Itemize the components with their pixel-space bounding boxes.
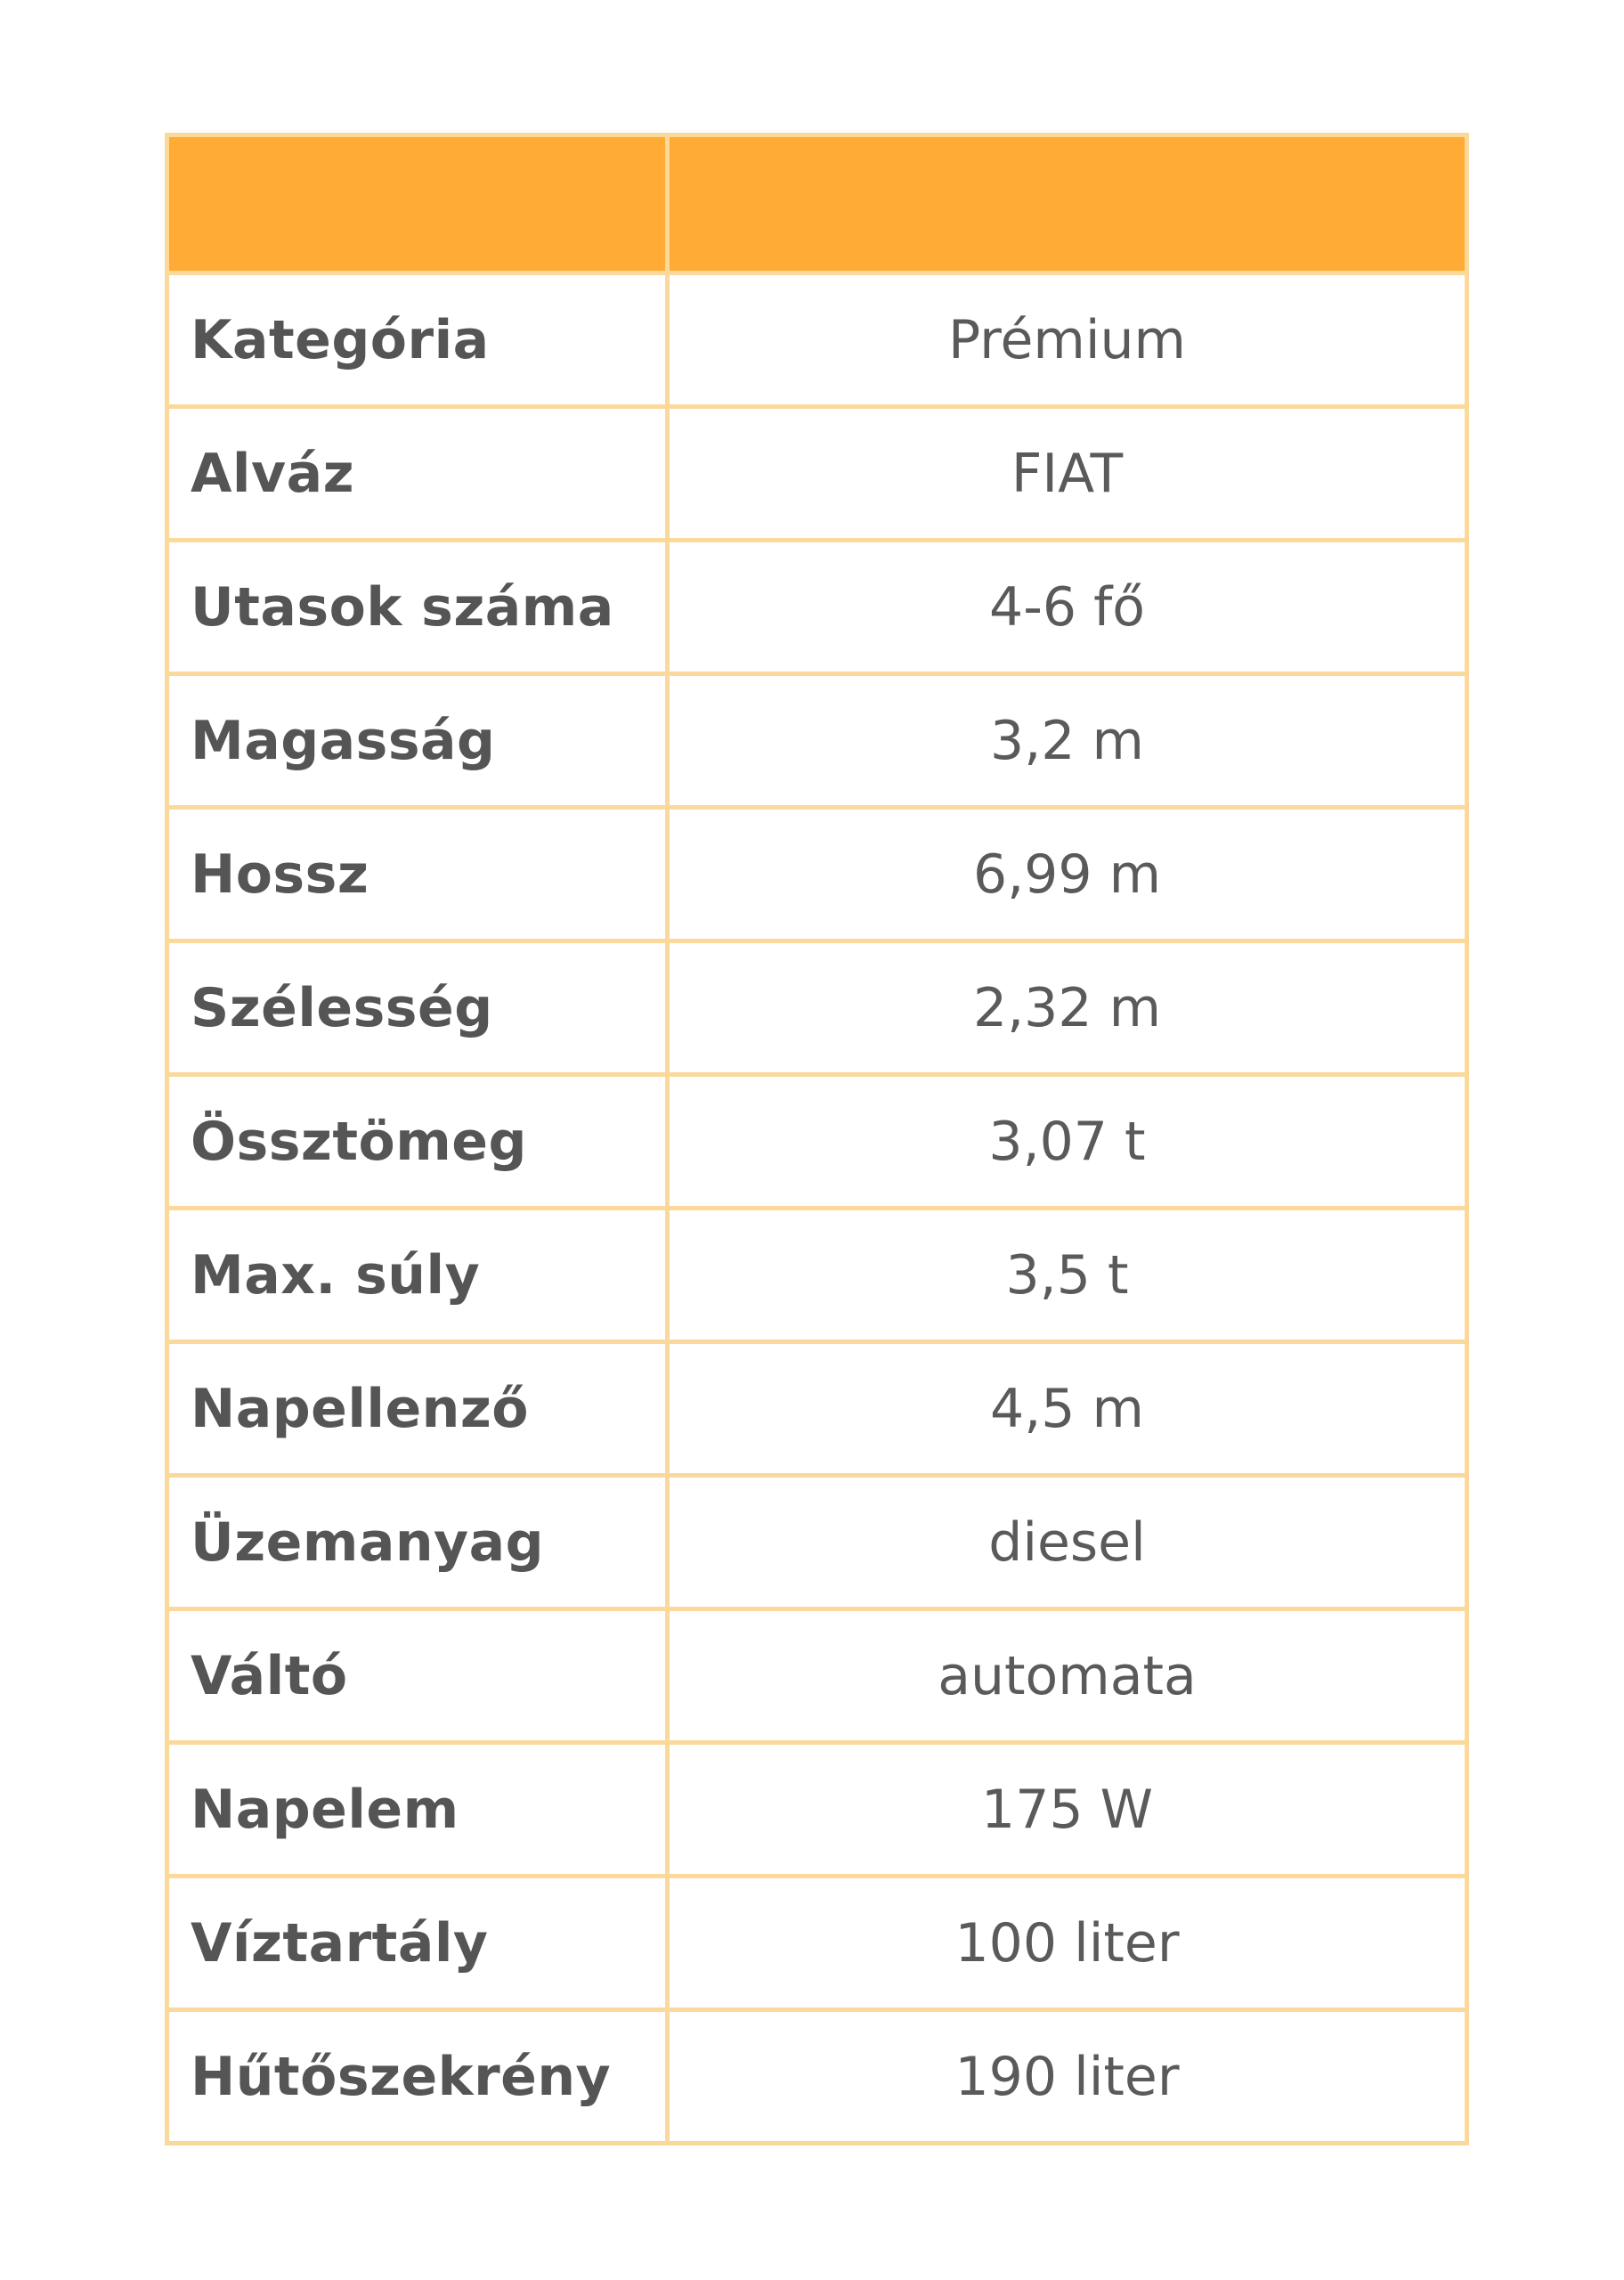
table-row [167,407,1467,541]
table-row [167,1342,1467,1476]
table-row [167,1609,1467,1743]
row-label: Hűtőszekrény [167,2010,668,2144]
table-row [167,1476,1467,1609]
row-label: Váltó [167,1609,668,1743]
row-label: Napelem [167,1743,668,1877]
row-value: 100 liter [668,1877,1467,2010]
header-cell-value [668,135,1467,273]
row-label: Hossz [167,808,668,941]
table-row [167,1209,1467,1342]
row-value: automata [668,1609,1467,1743]
table-row [167,674,1467,808]
table-row [167,2010,1467,2144]
row-value: 6,99 m [668,808,1467,941]
header-cell-label [167,135,668,273]
row-value: 190 liter [668,2010,1467,2144]
row-value: 4,5 m [668,1342,1467,1476]
row-value: diesel [668,1476,1467,1609]
row-label: Utasok száma [167,541,668,674]
row-label: Össztömeg [167,1075,668,1209]
spec-table [165,133,1469,2146]
row-label: Napellenző [167,1342,668,1476]
row-value: 2,32 m [668,941,1467,1075]
row-value: 3,5 t [668,1209,1467,1342]
row-label: Szélesség [167,941,668,1075]
table-row [167,808,1467,941]
table-row [167,1075,1467,1209]
row-label: Max. súly [167,1209,668,1342]
table-row [167,941,1467,1075]
row-value: 4-6 fő [668,541,1467,674]
row-value: 175 W [668,1743,1467,1877]
row-label: Víztartály [167,1877,668,2010]
row-value: 3,07 t [668,1075,1467,1209]
row-label: Magasság [167,674,668,808]
row-label: Alváz [167,407,668,541]
table-row [167,1877,1467,2010]
row-value: Prémium [668,273,1467,407]
table-row [167,273,1467,407]
row-label: Kategória [167,273,668,407]
row-value: 3,2 m [668,674,1467,808]
table-row [167,1743,1467,1877]
table-header-row [167,135,1467,273]
table-row [167,541,1467,674]
row-value: FIAT [668,407,1467,541]
row-label: Üzemanyag [167,1476,668,1609]
